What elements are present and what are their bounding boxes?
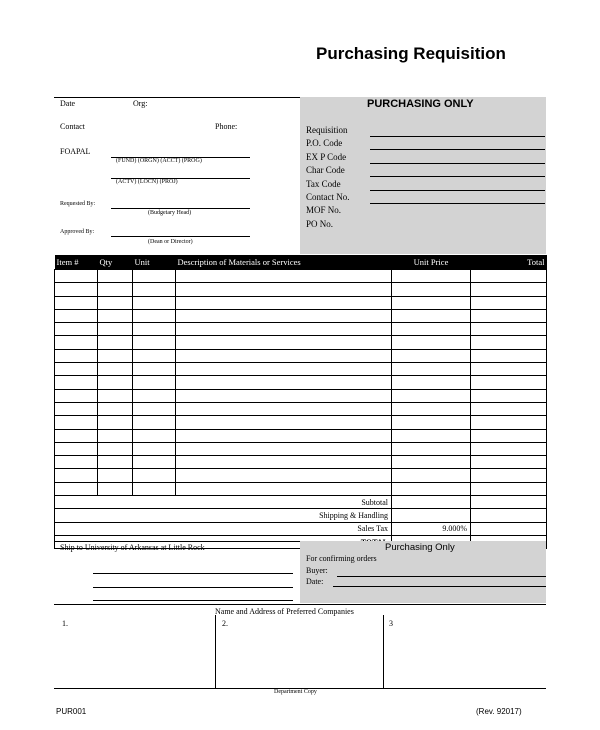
table-cell[interactable] (176, 323, 392, 336)
table-cell[interactable] (133, 429, 176, 442)
table-cell[interactable] (55, 349, 98, 362)
table-cell[interactable] (392, 283, 471, 296)
preferred-num-3: 3 (389, 619, 393, 628)
preferred-num-1: 1. (62, 619, 68, 628)
table-cell[interactable] (392, 429, 471, 442)
table-cell[interactable] (98, 309, 133, 322)
phone-label: Phone: (215, 122, 238, 131)
table-cell[interactable] (176, 283, 392, 296)
table-cell[interactable] (471, 442, 547, 455)
table-cell[interactable] (392, 456, 471, 469)
table-cell[interactable] (133, 482, 176, 495)
buyer-line (337, 576, 546, 577)
table-cell[interactable] (133, 349, 176, 362)
table-cell[interactable] (392, 336, 471, 349)
table-cell[interactable] (55, 283, 98, 296)
table-cell[interactable] (176, 336, 392, 349)
table-cell[interactable] (392, 376, 471, 389)
table-cell[interactable] (133, 296, 176, 309)
table-cell[interactable] (133, 270, 176, 283)
table-cell[interactable] (133, 336, 176, 349)
table-cell[interactable] (133, 323, 176, 336)
table-cell[interactable] (471, 376, 547, 389)
table-cell[interactable] (392, 469, 471, 482)
ship-line-2 (93, 587, 293, 588)
table-cell[interactable] (98, 442, 133, 455)
table-cell[interactable] (176, 376, 392, 389)
sales-tax-row (55, 522, 547, 535)
col-unit: Unit (133, 255, 176, 270)
table-cell[interactable] (471, 283, 547, 296)
table-cell[interactable] (392, 349, 471, 362)
table-cell[interactable] (98, 389, 133, 402)
purchasing-only-lower-heading: Purchasing Only (385, 542, 455, 553)
po-field-label: EX P Code (306, 151, 347, 162)
table-row (55, 456, 547, 469)
table-cell[interactable] (98, 482, 133, 495)
po-field-line[interactable] (370, 203, 545, 204)
date-lower-label: Date: (306, 577, 324, 586)
table-cell[interactable] (392, 442, 471, 455)
table-cell[interactable] (55, 363, 98, 376)
date-lower-line (333, 586, 546, 587)
table-row (55, 376, 547, 389)
table-cell[interactable] (55, 416, 98, 429)
table-cell[interactable] (471, 296, 547, 309)
table-cell[interactable] (133, 376, 176, 389)
preferred-divider-2 (383, 615, 384, 688)
ship-label: Ship to University of Arkansas at Little Rock (60, 543, 205, 552)
table-cell[interactable] (471, 336, 547, 349)
table-cell[interactable] (98, 270, 133, 283)
po-field-line[interactable] (370, 176, 545, 177)
table-row (55, 270, 547, 283)
table-cell[interactable] (133, 469, 176, 482)
confirming-label: For confirming orders (306, 554, 377, 563)
shipping-label: Shipping & Handling (55, 509, 392, 522)
table-cell[interactable] (55, 456, 98, 469)
table-cell[interactable] (55, 469, 98, 482)
table-cell[interactable] (176, 456, 392, 469)
table-cell[interactable] (55, 323, 98, 336)
approved-sub: (Dean or Director) (148, 239, 193, 245)
table-row (55, 389, 547, 402)
table-cell[interactable] (55, 270, 98, 283)
table-cell[interactable] (98, 469, 133, 482)
table-cell[interactable] (392, 482, 471, 495)
table-cell[interactable] (98, 416, 133, 429)
subtotal-label: Subtotal (55, 496, 392, 509)
table-cell[interactable] (133, 456, 176, 469)
table-cell[interactable] (392, 323, 471, 336)
col-unit-price: Unit Price (392, 255, 471, 270)
department-copy: Department Copy (274, 689, 317, 695)
ship-line-3 (93, 600, 293, 601)
subtotal-row (55, 496, 547, 509)
table-cell[interactable] (176, 429, 392, 442)
po-field-label: Contact No. (306, 192, 350, 202)
po-field-line[interactable] (370, 190, 545, 191)
purchasing-only-heading: PURCHASING ONLY (367, 98, 474, 110)
col-total: Total (471, 255, 547, 270)
table-cell[interactable] (471, 456, 547, 469)
table-cell[interactable] (176, 442, 392, 455)
table-cell[interactable] (133, 416, 176, 429)
table-cell[interactable] (98, 376, 133, 389)
table-row (55, 336, 547, 349)
po-field-label: MOF No. (306, 205, 342, 216)
table-row (55, 469, 547, 482)
requested-sub: (Budgetary Head) (148, 210, 192, 216)
preferred-heading: Name and Address of Preferred Companies (215, 607, 354, 616)
table-cell[interactable] (176, 270, 392, 283)
table-cell[interactable] (98, 429, 133, 442)
table-cell[interactable] (133, 389, 176, 402)
table-cell[interactable] (471, 323, 547, 336)
table-cell[interactable] (176, 349, 392, 362)
foapal-row2: (ACTV) (LOCN) (PROJ) (116, 179, 178, 185)
table-row (55, 323, 547, 336)
org-label: Org: (133, 99, 148, 108)
table-cell[interactable] (176, 389, 392, 402)
table-row (55, 296, 547, 309)
table-cell[interactable] (98, 456, 133, 469)
table-cell[interactable] (55, 442, 98, 455)
table-row (55, 482, 547, 495)
table-cell[interactable] (392, 296, 471, 309)
table-cell[interactable] (471, 482, 547, 495)
table-row (55, 416, 547, 429)
preferred-divider-1 (215, 615, 216, 688)
shipping-row (55, 509, 547, 522)
table-cell[interactable] (471, 389, 547, 402)
sales-tax-label: Sales Tax (55, 522, 392, 535)
table-cell[interactable] (98, 323, 133, 336)
table-row (55, 429, 547, 442)
table-cell[interactable] (98, 402, 133, 415)
table-cell[interactable] (98, 283, 133, 296)
po-field-label: PO No. (306, 218, 334, 229)
table-row (55, 402, 547, 415)
table-cell[interactable] (98, 349, 133, 362)
po-field-line[interactable] (370, 149, 545, 150)
items-table (54, 255, 547, 549)
table-cell[interactable] (392, 416, 471, 429)
po-field-line[interactable] (370, 136, 545, 137)
table-cell[interactable] (471, 429, 547, 442)
shipping-total[interactable] (471, 509, 547, 522)
table-cell[interactable] (176, 296, 392, 309)
ship-line-1 (93, 573, 293, 574)
table-row (55, 363, 547, 376)
foapal-label: FOAPAL (60, 147, 91, 156)
sales-tax-value[interactable]: 9.000% (392, 522, 471, 535)
table-cell[interactable] (471, 363, 547, 376)
sales-tax-total[interactable] (471, 522, 547, 535)
table-cell[interactable] (176, 469, 392, 482)
table-cell[interactable] (55, 429, 98, 442)
table-cell[interactable] (176, 363, 392, 376)
table-row (55, 309, 547, 322)
contact-label: Contact (60, 122, 85, 131)
table-cell[interactable] (55, 376, 98, 389)
preferred-top-rule (54, 604, 546, 605)
table-cell[interactable] (392, 309, 471, 322)
po-field-label: Requisition (306, 125, 348, 135)
subtotal-value[interactable] (392, 496, 471, 509)
col-description: Description of Materials or Services (176, 255, 392, 270)
table-cell[interactable] (55, 482, 98, 495)
table-cell[interactable] (471, 416, 547, 429)
table-cell[interactable] (55, 402, 98, 415)
table-cell[interactable] (133, 363, 176, 376)
table-cell[interactable] (55, 389, 98, 402)
table-cell[interactable] (392, 363, 471, 376)
table-cell[interactable] (471, 402, 547, 415)
revision: (Rev. 92017) (476, 707, 522, 716)
foapal-row1: (FUND) (ORGN) (ACCT) (PROG) (116, 158, 202, 164)
form-id: PUR001 (56, 707, 87, 716)
table-cell[interactable] (176, 309, 392, 322)
table-cell[interactable] (98, 336, 133, 349)
approved-label: Approved By: (60, 229, 95, 235)
table-cell[interactable] (133, 283, 176, 296)
table-cell[interactable] (392, 389, 471, 402)
po-field-label: Tax Code (306, 178, 341, 189)
page-title: Purchasing Requisition (316, 44, 506, 63)
table-cell[interactable] (55, 309, 98, 322)
table-cell[interactable] (133, 442, 176, 455)
table-cell[interactable] (471, 270, 547, 283)
table-cell[interactable] (471, 309, 547, 322)
table-cell[interactable] (176, 482, 392, 495)
table-cell[interactable] (471, 349, 547, 362)
table-cell[interactable] (55, 336, 98, 349)
requested-line (111, 208, 250, 209)
table-cell[interactable] (55, 296, 98, 309)
table-cell[interactable] (471, 469, 547, 482)
table-cell[interactable] (133, 402, 176, 415)
buyer-label: Buyer: (306, 566, 328, 575)
table-cell[interactable] (176, 402, 392, 415)
date-label: Date (60, 99, 76, 108)
approved-line (111, 236, 250, 237)
po-field-label: Char Code (306, 165, 345, 176)
col-item: Item # (55, 255, 98, 270)
table-cell[interactable] (392, 270, 471, 283)
table-row (55, 283, 547, 296)
table-row (55, 442, 547, 455)
table-cell[interactable] (98, 363, 133, 376)
po-field-line[interactable] (370, 163, 545, 164)
col-qty: Qty (98, 255, 133, 270)
shipping-value[interactable] (392, 509, 471, 522)
table-cell[interactable] (176, 416, 392, 429)
requested-label: Requested By: (60, 201, 96, 207)
table-cell[interactable] (98, 296, 133, 309)
preferred-num-2: 2. (222, 619, 228, 628)
table-cell[interactable] (392, 402, 471, 415)
subtotal-total[interactable] (471, 496, 547, 509)
table-cell[interactable] (133, 309, 176, 322)
table-row (55, 349, 547, 362)
po-field-label: P.O. Code (306, 138, 343, 149)
